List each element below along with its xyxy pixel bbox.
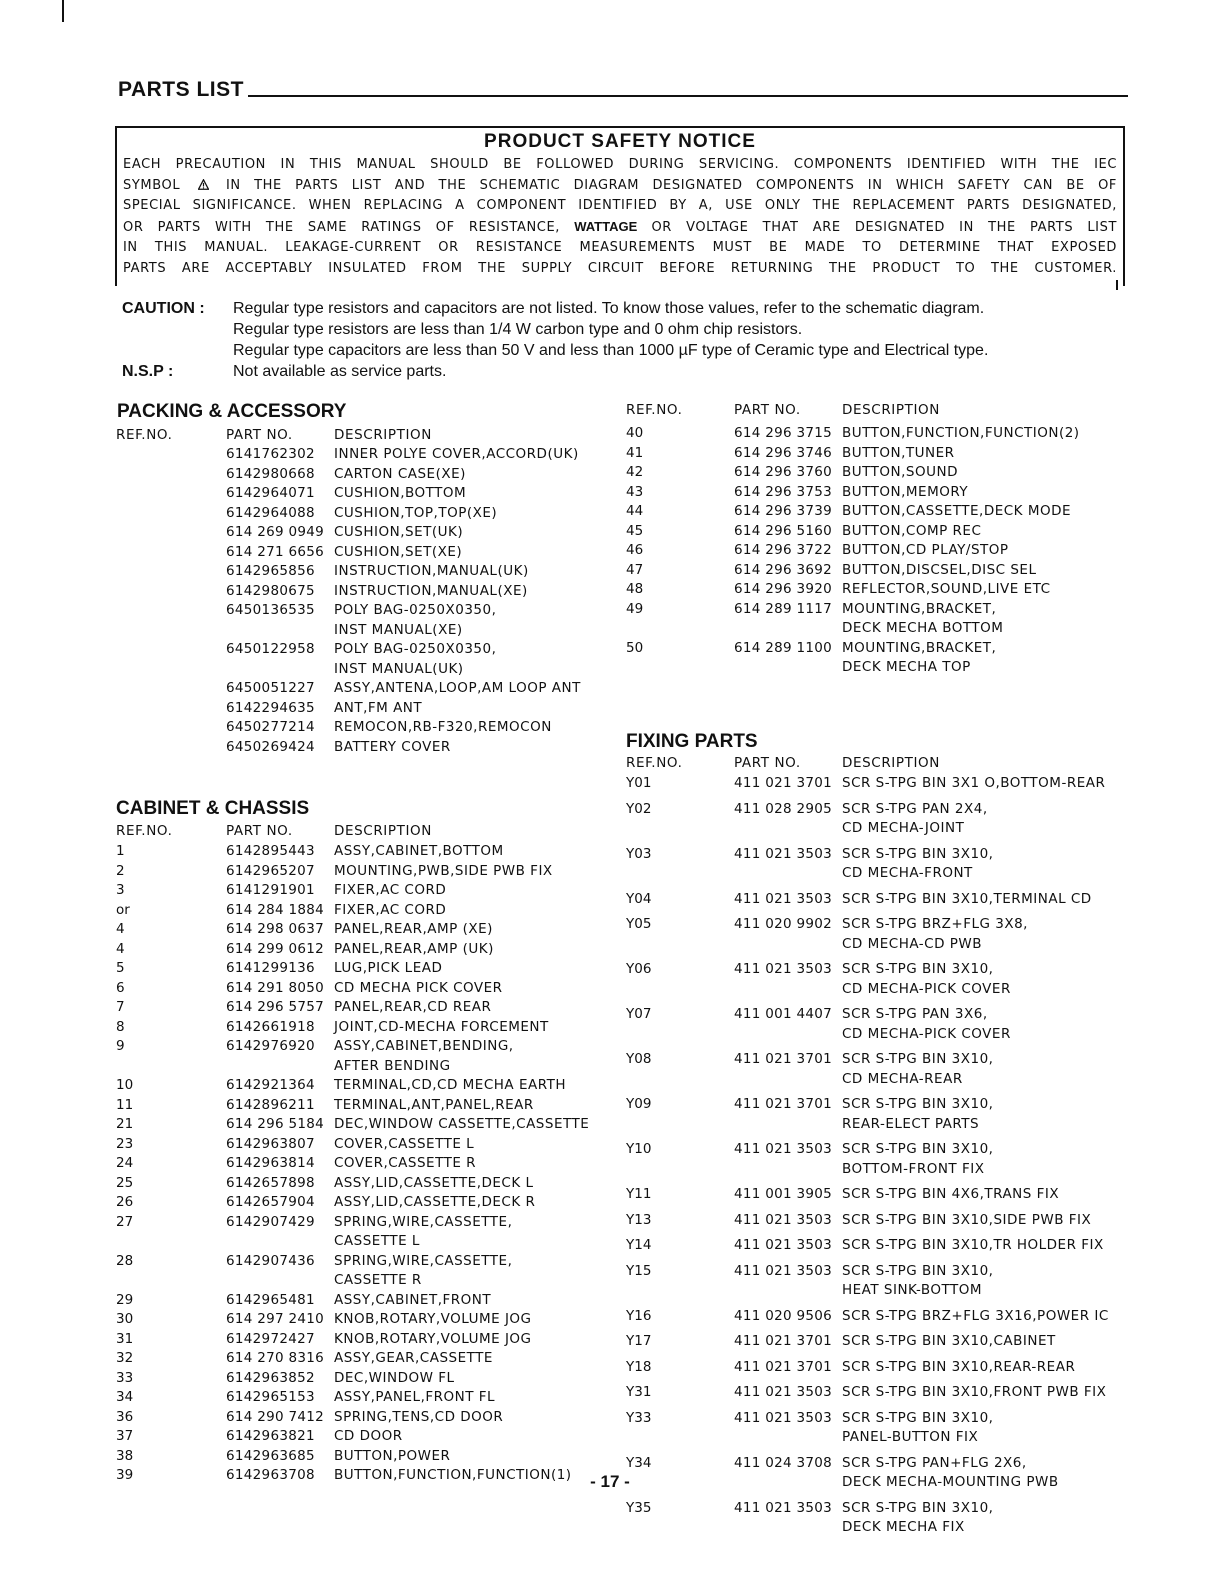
- part-number: 614 299 0612: [226, 940, 325, 957]
- part-description-continued: DECK MECHA BOTTOM: [842, 620, 1004, 636]
- part-number: 411 021 3701: [734, 1333, 833, 1349]
- notice-corner-mark: [1116, 280, 1118, 290]
- ref-number: Y15: [626, 1262, 652, 1279]
- notice-line-part: IN THE PARTS LIST AND THE SCHEMATIC DIAGRAM DESIGNATED COMPONENTS IN WHICH SAFETY CAN BE OF: [225, 177, 1117, 193]
- part-number: 614 291 8050: [226, 979, 325, 996]
- part-number: 614 290 7412: [226, 1408, 325, 1425]
- part-number: 411 021 3701: [734, 1096, 833, 1112]
- part-description: CUSHION,BOTTOM: [334, 485, 467, 501]
- fixing-section-title: FIXING PARTS: [626, 731, 758, 752]
- part-description: BUTTON,MEMORY: [842, 483, 969, 500]
- part-description: SCR S-TPG BIN 3X10,: [842, 1499, 994, 1516]
- part-number: 6142964071: [226, 485, 315, 501]
- caution-label: CAUTION :: [122, 300, 205, 317]
- ref-number: 4: [116, 940, 125, 957]
- part-description-continued: DECK MECHA-MOUNTING PWB: [842, 1474, 1059, 1490]
- part-description: DEC,WINDOW CASSETTE,CASSETTE: [334, 1116, 590, 1132]
- part-number: 6142896211: [226, 1096, 315, 1113]
- column-header-ref: REF.NO.: [626, 402, 683, 418]
- ref-number: Y04: [626, 890, 652, 907]
- part-number: 411 024 3708: [734, 1454, 833, 1471]
- part-number: 6142895443: [226, 843, 315, 859]
- part-number: 411 021 3503: [734, 1499, 833, 1516]
- part-number: 6450269424: [226, 738, 315, 755]
- nsp-label: N.S.P :: [122, 363, 174, 380]
- part-number: 6142963852: [226, 1369, 315, 1386]
- ref-number: 9: [116, 1038, 125, 1054]
- part-description: ASSY,CABINET,BENDING,: [334, 1038, 514, 1054]
- part-number: 614 296 3753: [734, 483, 833, 500]
- part-number: 411 021 3503: [734, 961, 833, 977]
- ref-number: Y14: [626, 1237, 652, 1253]
- part-description: CUSHION,SET(XE): [334, 543, 463, 560]
- part-description: SCR S-TPG BIN 3X10,: [842, 845, 994, 862]
- caution-text: Regular type resistors and capacitors are not listed. To know those values, refer to the schematic diagram.: [233, 300, 985, 317]
- ref-number: 3: [116, 882, 125, 898]
- ref-number: Y17: [626, 1333, 652, 1349]
- column-header-desc: DESCRIPTION: [334, 427, 432, 443]
- part-description: BUTTON,DISCSEL,DISC SEL: [842, 561, 1037, 578]
- notice-line: PARTS ARE ACCEPTABLY INSULATED FROM THE SUPPLY CIRCUIT BEFORE RETURNING THE PRODUCT TO THE CUSTOMER.: [123, 260, 1117, 276]
- part-description: PANEL,REAR,CD REAR: [334, 999, 492, 1015]
- part-description-continued: HEAT SINK-BOTTOM: [842, 1282, 983, 1298]
- part-description: FIXER,AC CORD: [334, 882, 447, 898]
- ref-number: 41: [626, 444, 644, 461]
- part-number: 6142921364: [226, 1077, 315, 1093]
- part-number: 6142661918: [226, 1018, 315, 1035]
- ref-number: 24: [116, 1155, 134, 1171]
- part-description: MOUNTING,BRACKET,: [842, 639, 997, 656]
- part-number: 6142963814: [226, 1155, 315, 1171]
- part-description-continued: CASSETTE R: [334, 1272, 422, 1288]
- part-description-continued: CD MECHA-FRONT: [842, 865, 973, 881]
- part-description: BUTTON,SOUND: [842, 464, 958, 480]
- part-number: 614 296 3739: [734, 503, 833, 519]
- ref-number: 49: [626, 600, 644, 617]
- part-description: SCR S-TPG BIN 3X10,: [842, 1096, 994, 1112]
- part-number: 6141762302: [226, 446, 315, 462]
- ref-number: 32: [116, 1350, 134, 1366]
- part-description: SCR S-TPG BIN 3X10,FRONT PWB FIX: [842, 1384, 1107, 1400]
- part-description: MOUNTING,BRACKET,: [842, 600, 997, 617]
- notice-line-part: OR VOLTAGE THAT ARE DESIGNATED IN THE PARTS LIST: [651, 219, 1118, 235]
- part-description: SCR S-TPG BIN 3X1 O,BOTTOM-REAR: [842, 775, 1106, 791]
- ref-number: or: [116, 901, 130, 918]
- part-description-continued: CD MECHA-JOINT: [842, 820, 965, 836]
- part-description: BUTTON,POWER: [334, 1447, 451, 1464]
- part-number: 6142963807: [226, 1135, 315, 1152]
- part-description: INNER POLYE COVER,ACCORD(UK): [334, 446, 579, 462]
- ref-number: 11: [116, 1096, 134, 1113]
- part-description: INSTRUCTION,MANUAL(XE): [334, 582, 528, 599]
- part-description: PANEL,REAR,AMP (XE): [334, 921, 493, 937]
- ref-number: 31: [116, 1330, 134, 1347]
- part-description: BATTERY COVER: [334, 738, 451, 755]
- ref-number: 48: [626, 581, 644, 597]
- column-header-ref: REF.NO.: [626, 755, 683, 771]
- part-description: SCR S-TPG BRZ+FLG 3X8,: [842, 916, 1028, 932]
- part-description: SCR S-TPG BIN 3X10,TR HOLDER FIX: [842, 1237, 1104, 1253]
- ref-number: 45: [626, 522, 644, 539]
- page-number: - 17 -: [590, 1472, 630, 1491]
- packing-section-title: PACKING & ACCESSORY: [117, 401, 347, 422]
- part-number: 411 001 4407: [734, 1006, 833, 1022]
- ref-number: 29: [116, 1291, 134, 1308]
- ref-number: 26: [116, 1194, 134, 1210]
- part-number: 6142294635: [226, 699, 315, 716]
- part-number: 614 284 1884: [226, 901, 325, 918]
- part-description: BUTTON,CASSETTE,DECK MODE: [842, 503, 1072, 519]
- ref-number: 46: [626, 542, 644, 558]
- part-description: BUTTON,TUNER: [842, 444, 955, 461]
- part-number: 411 021 3503: [734, 845, 833, 862]
- page-title: PARTS LIST: [118, 78, 244, 101]
- part-number: 411 021 3701: [734, 775, 833, 791]
- part-description: SCR S-TPG BIN 3X10,: [842, 1051, 994, 1067]
- part-description: BUTTON,COMP REC: [842, 522, 982, 539]
- ref-number: Y02: [626, 800, 652, 817]
- notice-line: SPECIAL SIGNIFICANCE. WHEN REPLACING A COMPONENT IDENTIFIED BY A, USE ONLY THE REPLACEMENT PARTS DESIGNATED,: [123, 198, 1117, 214]
- part-number: 614 296 3920: [734, 581, 833, 597]
- column-header-ref: REF.NO.: [116, 823, 173, 839]
- ref-number: Y03: [626, 845, 652, 862]
- ref-number: 42: [626, 464, 644, 480]
- ref-number: 38: [116, 1447, 134, 1464]
- caution-row: [122, 340, 988, 361]
- part-number: 6142963821: [226, 1428, 315, 1444]
- part-description: SCR S-TPG BIN 4X6,TRANS FIX: [842, 1186, 1060, 1202]
- column-header-ref: REF.NO.: [116, 427, 173, 443]
- part-number: 614 296 3715: [734, 425, 833, 441]
- ref-number: 27: [116, 1213, 134, 1230]
- part-number: 6142907436: [226, 1252, 315, 1269]
- ref-number: Y01: [626, 775, 652, 791]
- ref-number: Y11: [626, 1186, 652, 1202]
- part-number: 411 021 3503: [734, 890, 833, 907]
- caution-row: [122, 298, 988, 319]
- part-number: 411 021 3503: [734, 1384, 833, 1400]
- part-number: 411 021 3503: [734, 1262, 833, 1279]
- part-description: BUTTON,FUNCTION,FUNCTION(2): [842, 425, 1080, 441]
- nsp-text: Not available as service parts.: [233, 363, 447, 380]
- part-number: 6142965207: [226, 862, 315, 879]
- ref-number: Y08: [626, 1051, 652, 1067]
- part-description: BUTTON,FUNCTION,FUNCTION(1): [334, 1467, 572, 1483]
- part-number: 614 296 5160: [734, 522, 833, 539]
- part-number: 6450136535: [226, 602, 315, 618]
- part-description-continued: CASSETTE L: [334, 1233, 420, 1249]
- notice-title: PRODUCT SAFETY NOTICE: [484, 131, 756, 152]
- part-description: CD MECHA PICK COVER: [334, 979, 503, 996]
- part-number: 6142907429: [226, 1213, 315, 1230]
- part-description: REFLECTOR,SOUND,LIVE ETC: [842, 581, 1051, 597]
- part-description: CARTON CASE(XE): [334, 465, 466, 482]
- part-number: 6142964088: [226, 504, 315, 521]
- caution-row: [122, 319, 988, 340]
- ref-number: 25: [116, 1174, 134, 1191]
- ref-number: Y33: [626, 1409, 652, 1426]
- part-number: 6142965856: [226, 563, 315, 579]
- ref-number: Y05: [626, 916, 652, 932]
- part-description: ASSY,LID,CASSETTE,DECK R: [334, 1194, 536, 1210]
- caution-block: [122, 298, 988, 382]
- column-header-part: PART NO.: [734, 755, 801, 771]
- part-number: 6141291901: [226, 882, 315, 898]
- part-number: 411 028 2905: [734, 800, 833, 817]
- part-description: COVER,CASSETTE R: [334, 1155, 477, 1171]
- part-number: 6142965153: [226, 1389, 315, 1405]
- ref-number: Y06: [626, 961, 652, 977]
- part-description: SCR S-TPG BIN 3X10,TERMINAL CD: [842, 890, 1092, 907]
- part-number: 411 001 3905: [734, 1186, 833, 1202]
- ref-number: 43: [626, 483, 644, 500]
- part-description: POLY BAG-0250X0350,: [334, 602, 497, 618]
- part-number: 411 021 3503: [734, 1237, 833, 1253]
- ref-number: 6: [116, 979, 125, 996]
- caution-text: Regular type resistors are less than 1/4 W carbon type and 0 ohm chip resistors.: [233, 321, 803, 338]
- cabinet-section-title: CABINET & CHASSIS: [116, 798, 310, 819]
- ref-number: 28: [116, 1252, 134, 1269]
- part-number: 614 296 5184: [226, 1116, 325, 1132]
- part-number: 614 296 3722: [734, 542, 833, 558]
- part-description: SCR S-TPG BIN 3X10,: [842, 1141, 994, 1157]
- part-number: 6142980675: [226, 582, 315, 599]
- part-description-continued: INST MANUAL(UK): [334, 660, 464, 677]
- ref-number: 44: [626, 503, 644, 519]
- part-description: SCR S-TPG BIN 3X10,REAR-REAR: [842, 1358, 1076, 1375]
- part-description: REMOCON,RB-F320,REMOCON: [334, 719, 552, 735]
- part-number: 411 021 3701: [734, 1051, 833, 1067]
- part-number: 6142976920: [226, 1038, 315, 1054]
- part-number: 614 289 1100: [734, 639, 833, 656]
- part-number: 6450277214: [226, 719, 315, 735]
- part-description-continued: AFTER BENDING: [334, 1057, 451, 1074]
- ref-number: 21: [116, 1116, 134, 1132]
- page-heading: [118, 78, 1128, 102]
- ref-number: Y16: [626, 1307, 652, 1324]
- part-number: 411 020 9902: [734, 916, 833, 932]
- part-number: 6450051227: [226, 680, 315, 696]
- ref-number: Y31: [626, 1384, 652, 1400]
- part-description: POLY BAG-0250X0350,: [334, 641, 497, 657]
- part-description: ASSY,PANEL,FRONT FL: [334, 1389, 496, 1405]
- part-description-continued: PANEL-BUTTON FIX: [842, 1429, 979, 1445]
- notice-line-part: OR PARTS WITH THE SAME RATINGS OF RESISTANCE,: [123, 219, 561, 235]
- notice-line-part: WATTAGE: [574, 218, 638, 234]
- part-number: 6450122958: [226, 641, 315, 657]
- part-description: CUSHION,SET(UK): [334, 524, 464, 540]
- ref-number: 36: [116, 1408, 134, 1425]
- part-number: 614 298 0637: [226, 921, 325, 937]
- ref-number: 47: [626, 561, 644, 578]
- part-description: CD DOOR: [334, 1428, 403, 1444]
- nsp-row: [122, 361, 988, 382]
- part-description: FIXER,AC CORD: [334, 901, 447, 918]
- part-description: SPRING,TENS,CD DOOR: [334, 1408, 504, 1425]
- part-number: 411 021 3503: [734, 1211, 833, 1228]
- part-description: MOUNTING,PWB,SIDE PWB FIX: [334, 862, 553, 879]
- part-description: COVER,CASSETTE L: [334, 1135, 475, 1152]
- part-description: BUTTON,CD PLAY/STOP: [842, 542, 1009, 558]
- column-header-part: PART NO.: [226, 823, 293, 839]
- ref-number: Y13: [626, 1211, 652, 1228]
- part-description-continued: CD MECHA-PICK COVER: [842, 1025, 1011, 1042]
- part-description: ASSY,ANTENA,LOOP,AM LOOP ANT: [334, 680, 581, 696]
- part-description: ASSY,LID,CASSETTE,DECK L: [334, 1174, 534, 1191]
- part-description: KNOB,ROTARY,VOLUME JOG: [334, 1311, 532, 1327]
- ref-number: Y18: [626, 1358, 652, 1375]
- part-description-continued: BOTTOM-FRONT FIX: [842, 1160, 985, 1177]
- column-header-desc: DESCRIPTION: [842, 755, 940, 771]
- part-number: 411 020 9506: [734, 1307, 833, 1324]
- part-description: SPRING,WIRE,CASSETTE,: [334, 1252, 513, 1269]
- part-number: 614 296 3746: [734, 444, 833, 461]
- ref-number: Y35: [626, 1499, 652, 1516]
- part-description: SCR S-TPG PAN 2X4,: [842, 800, 988, 817]
- ref-number: 37: [116, 1428, 134, 1444]
- part-number: 6141299136: [226, 960, 315, 976]
- column-header-part: PART NO.: [226, 427, 293, 443]
- part-description: SCR S-TPG BIN 3X10,: [842, 1409, 994, 1426]
- part-description-continued: REAR-ELECT PARTS: [842, 1115, 980, 1132]
- notice-line: EACH PRECAUTION IN THIS MANUAL SHOULD BE FOLLOWED DURING SERVICING. COMPONENTS IDENTIFIED WITH THE IEC: [123, 157, 1117, 172]
- ref-number: 8: [116, 1018, 125, 1035]
- part-number: 614 271 6656: [226, 543, 325, 560]
- part-description: SCR S-TPG BIN 3X10,CABINET: [842, 1333, 1056, 1349]
- ref-number: 10: [116, 1077, 134, 1093]
- part-number: 6142963685: [226, 1447, 315, 1464]
- part-number: 614 296 3760: [734, 464, 833, 480]
- ref-number: 40: [626, 425, 644, 441]
- part-number: 411 021 3701: [734, 1358, 833, 1375]
- part-description: SCR S-TPG BIN 3X10,SIDE PWB FIX: [842, 1211, 1092, 1228]
- part-number: 6142657898: [226, 1174, 315, 1191]
- part-description-continued: DECK MECHA FIX: [842, 1519, 965, 1535]
- ref-number: Y07: [626, 1006, 652, 1022]
- part-description: SPRING,WIRE,CASSETTE,: [334, 1213, 513, 1230]
- part-description: JOINT,CD-MECHA FORCEMENT: [334, 1018, 549, 1035]
- part-number: 614 289 1117: [734, 600, 833, 617]
- part-description: INSTRUCTION,MANUAL(UK): [334, 563, 529, 579]
- part-number: 6142657904: [226, 1194, 315, 1210]
- product-safety-notice: [115, 126, 1125, 286]
- part-number: 614 269 0949: [226, 524, 325, 540]
- part-description: ASSY,GEAR,CASSETTE: [334, 1350, 493, 1366]
- ref-number: Y09: [626, 1096, 652, 1112]
- part-description: LUG,PICK LEAD: [334, 960, 443, 976]
- caution-text: Regular type capacitors are less than 50 V and less than 1000 µF type of Ceramic type and Electrical type.: [233, 342, 989, 359]
- column-header-part: PART NO.: [734, 402, 801, 418]
- part-description-continued: DECK MECHA TOP: [842, 659, 971, 675]
- part-number: 614 296 3692: [734, 561, 833, 578]
- column-header-desc: DESCRIPTION: [842, 402, 940, 418]
- part-description: SCR S-TPG PAN 3X6,: [842, 1006, 988, 1022]
- part-description: SCR S-TPG PAN+FLG 2X6,: [842, 1454, 1027, 1471]
- part-description-continued: CD MECHA-REAR: [842, 1070, 963, 1087]
- part-description: KNOB,ROTARY,VOLUME JOG: [334, 1330, 532, 1347]
- part-description-continued: INST MANUAL(XE): [334, 621, 463, 638]
- notice-line-part: SYMBOL: [123, 177, 181, 193]
- ref-number: 50: [626, 639, 644, 656]
- notice-line: IN THIS MANUAL. LEAKAGE-CURRENT OR RESISTANCE MEASUREMENTS MUST BE MADE TO DETERMINE THAT EXPOSED: [123, 240, 1117, 256]
- part-number: 411 021 3503: [734, 1409, 833, 1426]
- ref-number: 23: [116, 1135, 134, 1152]
- notice-line: [117, 217, 1123, 239]
- ref-number: 1: [116, 843, 125, 859]
- part-description: SCR S-TPG BIN 3X10,: [842, 961, 994, 977]
- part-description: DEC,WINDOW FL: [334, 1369, 455, 1386]
- part-number: 6142963708: [226, 1467, 315, 1483]
- part-number: 6142980668: [226, 465, 315, 482]
- part-number: 411 021 3503: [734, 1141, 833, 1157]
- ref-number: 7: [116, 999, 125, 1015]
- ref-number: 5: [116, 960, 125, 976]
- part-description: SCR S-TPG BRZ+FLG 3X16,POWER IC: [842, 1307, 1109, 1324]
- part-description: TERMINAL,ANT,PANEL,REAR: [334, 1096, 534, 1113]
- ref-number: 33: [116, 1369, 134, 1386]
- ref-number: 4: [116, 921, 125, 937]
- part-number: 6142965481: [226, 1291, 315, 1308]
- part-description-continued: CD MECHA-CD PWB: [842, 935, 983, 952]
- part-number: 614 270 8316: [226, 1350, 325, 1366]
- part-description: CUSHION,TOP,TOP(XE): [334, 504, 498, 521]
- ref-number: Y10: [626, 1141, 652, 1157]
- part-description: TERMINAL,CD,CD MECHA EARTH: [334, 1077, 566, 1093]
- heading-rule: [248, 95, 1128, 97]
- part-description: ANT,FM ANT: [334, 699, 423, 716]
- notice-line: [117, 176, 1123, 197]
- ref-number: 2: [116, 862, 125, 879]
- column-header-desc: DESCRIPTION: [334, 823, 432, 839]
- ref-number: Y34: [626, 1454, 652, 1471]
- corner-registration-mark: [62, 0, 64, 22]
- ref-number: 39: [116, 1467, 134, 1483]
- ref-number: 30: [116, 1311, 134, 1327]
- part-number: 614 296 5757: [226, 999, 325, 1015]
- part-description: PANEL,REAR,AMP (UK): [334, 940, 494, 957]
- part-description: SCR S-TPG BIN 3X10,: [842, 1262, 994, 1279]
- part-description: ASSY,CABINET,BOTTOM: [334, 843, 504, 859]
- part-description-continued: CD MECHA-PICK COVER: [842, 980, 1011, 997]
- ref-number: 34: [116, 1389, 134, 1405]
- part-number: 6142972427: [226, 1330, 315, 1347]
- part-description: ASSY,CABINET,FRONT: [334, 1291, 492, 1308]
- part-number: 614 297 2410: [226, 1311, 325, 1327]
- warning-triangle-icon: [198, 179, 209, 190]
